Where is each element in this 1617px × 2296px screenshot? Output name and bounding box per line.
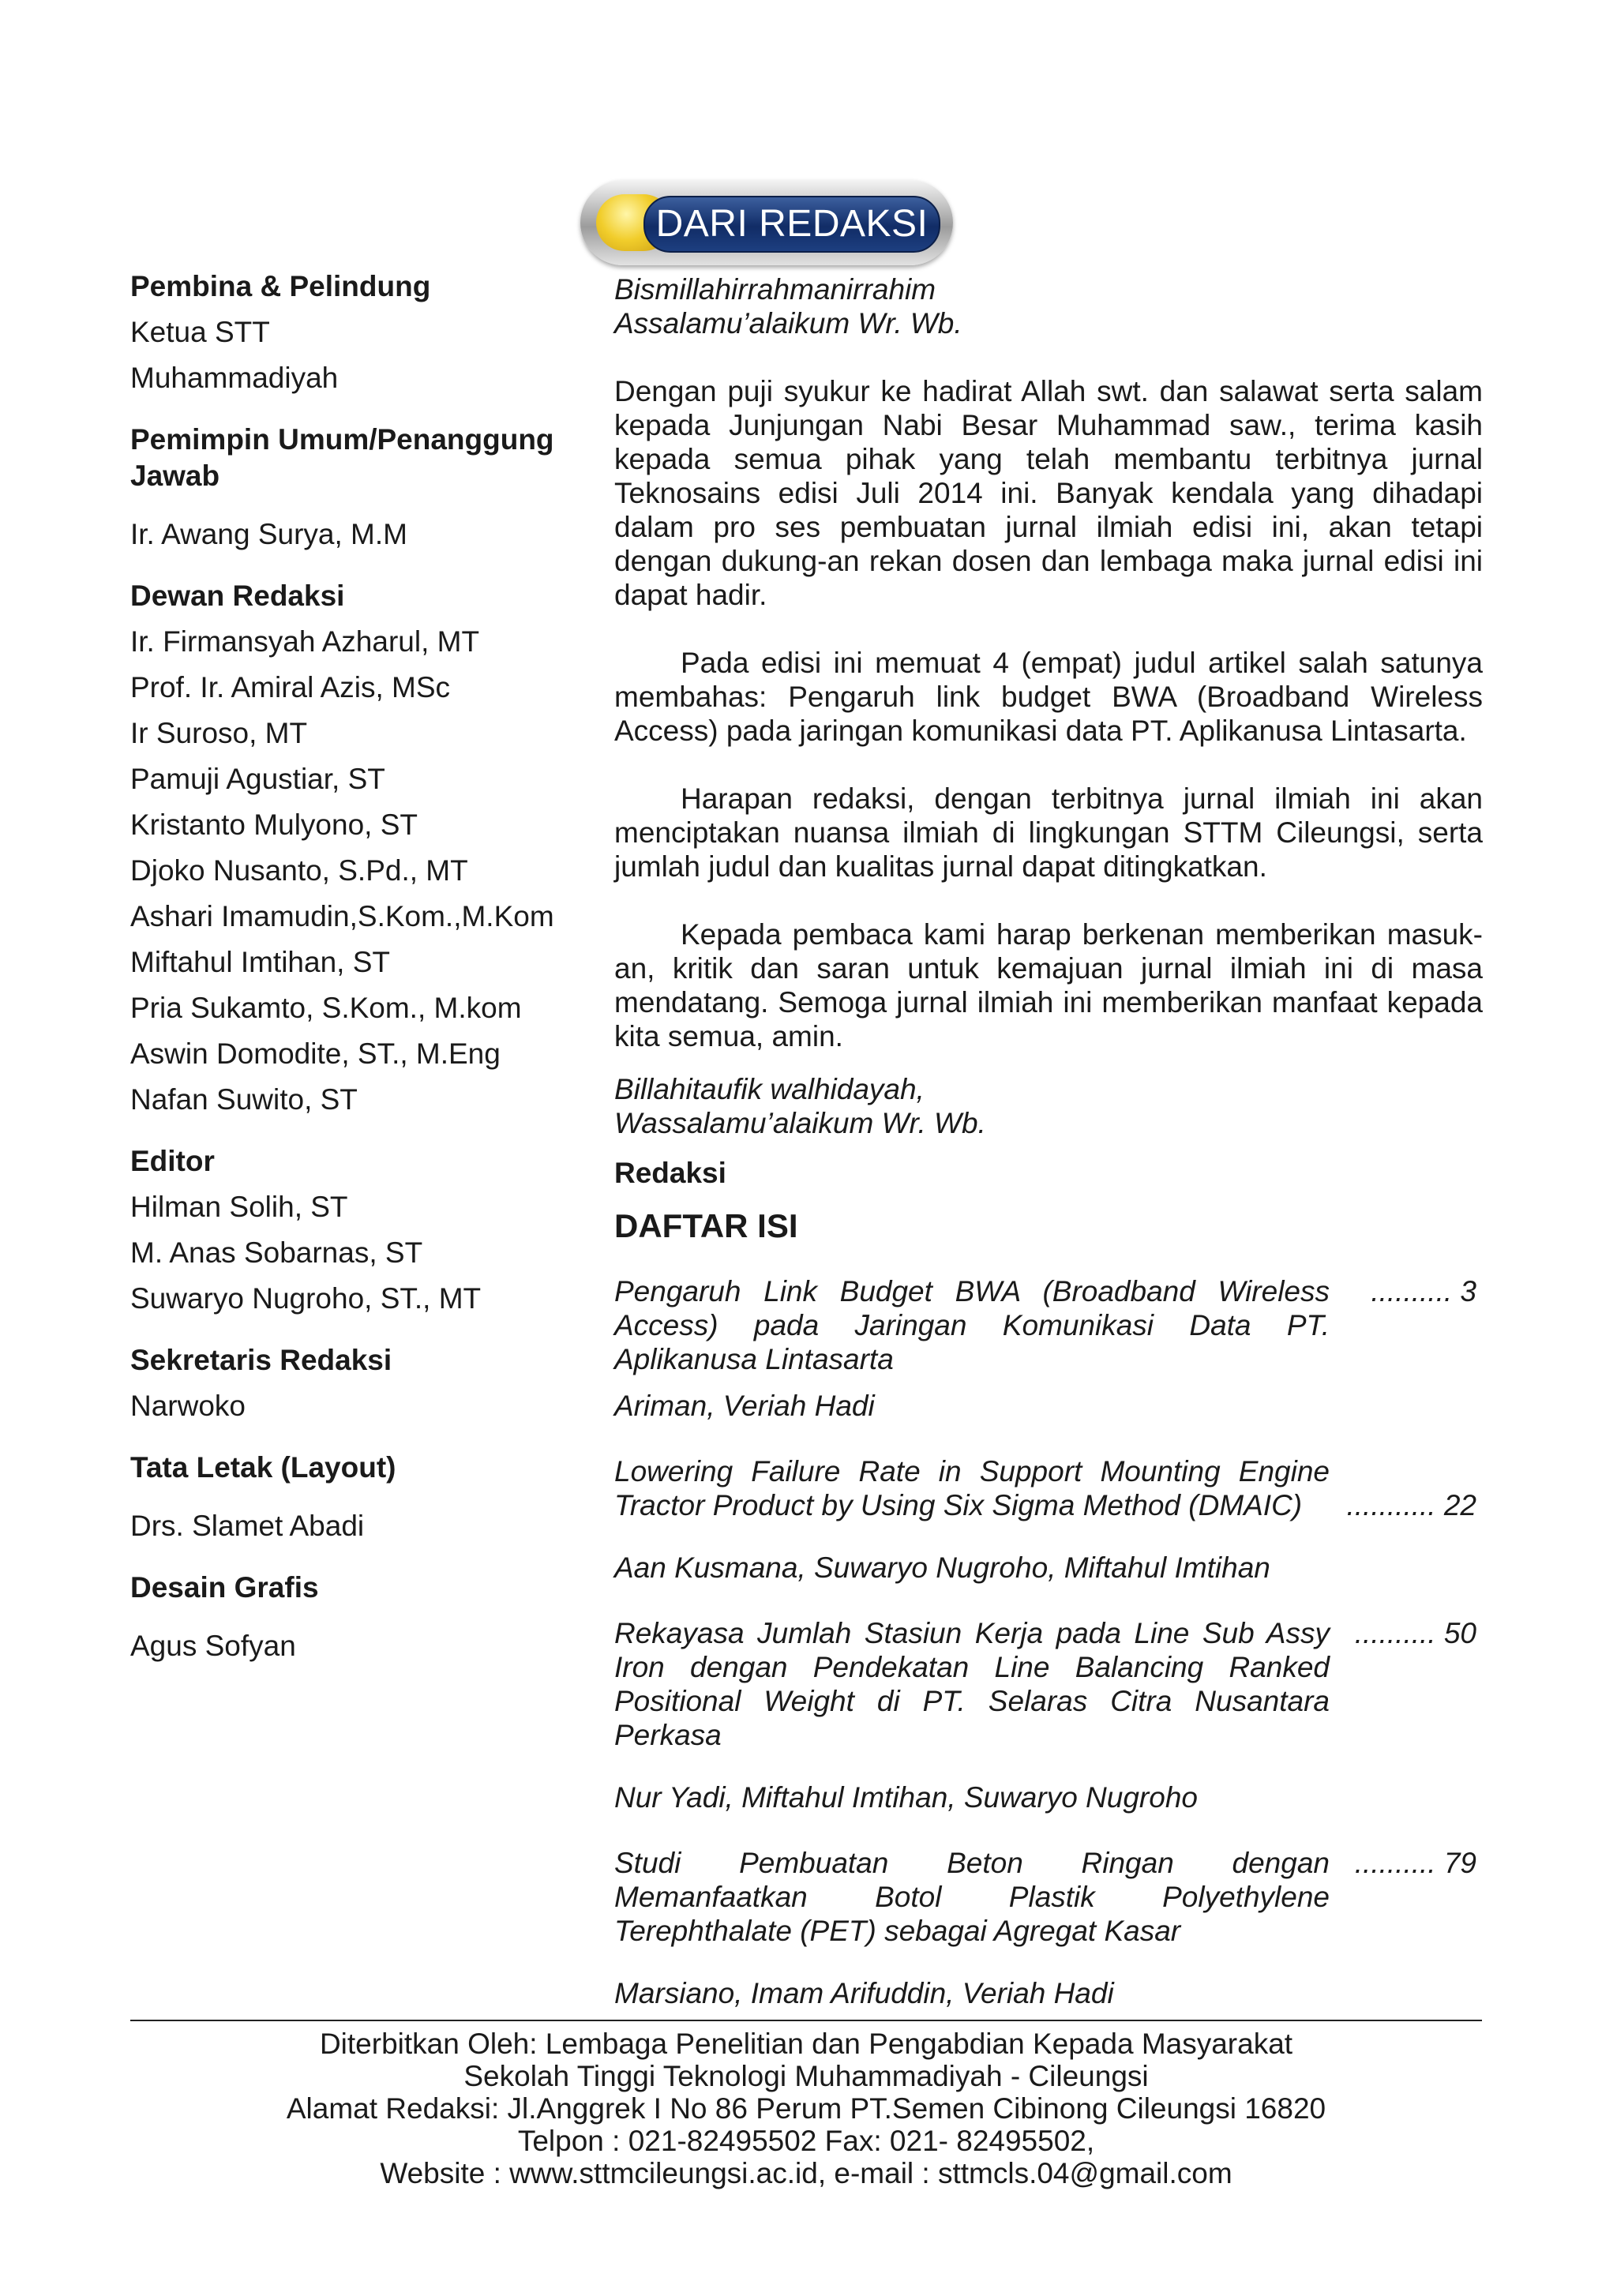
greeting-salam: Assalamu’alaikum Wr. Wb.: [614, 307, 962, 340]
toc-entry-title: Pengaruh Link Budget BWA (Broadband Wireless Access) pada Jaringan Komunikasi Data PT. Aplikanusa Lintasarta: [614, 1275, 1330, 1375]
toc-entry-page: .......... 3: [1371, 1275, 1476, 1307]
masthead-name: Nafan Suwito, ST: [130, 1083, 358, 1116]
masthead-name: Ir. Awang Surya, M.M: [130, 518, 407, 550]
toc-entry-authors: Ariman, Veriah Hadi: [614, 1390, 875, 1422]
masthead-name: Prof. Ir. Amiral Azis, MSc: [130, 671, 451, 703]
editorial-paragraph: Dengan puji syukur ke hadirat Allah swt. dan salawat serta salam kepada Junjungan Nabi Besar Muhammad saw., terima kasih kepada semua pihak yang telah membantu terbitnya jurnal Teknosains edisi Juli 2014 ini. Banyak kendala yang dihadapi dalam pro ses pembuatan jurnal ilmiah edisi ini, akan tetapi dengan dukung-an rekan dosen dan lembaga maka jurnal edisi ini dapat hadir.: [614, 375, 1483, 611]
footer-publisher: Diterbitkan Oleh: Lembaga Penelitian dan Pengabdian Kepada Masyarakat: [319, 2028, 1293, 2060]
masthead-name: Narwoko: [130, 1390, 246, 1422]
masthead-name: Ir. Firmansyah Azharul, MT: [130, 625, 480, 658]
masthead-name: Pamuji Agustiar, ST: [130, 763, 385, 795]
publisher-footer: [130, 2028, 1482, 2189]
toc-entry-title: Rekayasa Jumlah Stasiun Kerja pada Line Sub Assy Iron dengan Pendekatan Line Balancing Ranked Positional Weight di PT. Selaras Citra Nusantara Perkasa: [614, 1617, 1330, 1751]
footer-institution: Sekolah Tinggi Teknologi Muhammadiyah - Cileungsi: [463, 2060, 1149, 2092]
closing-line: Billahitaufik walhidayah,: [614, 1073, 925, 1105]
toc-entry-page: .......... 79: [1354, 1847, 1476, 1879]
badge-label: DARI REDAKSI: [643, 196, 940, 253]
toc-entry: [614, 1616, 1483, 1814]
footer-phone: Telpon : 021-82495502 Fax: 021- 82495502,: [517, 2125, 1095, 2157]
toc-entry-authors: Nur Yadi, Miftahul Imtihan, Suwaryo Nugroho: [614, 1781, 1198, 1814]
editorial-paragraph: Pada edisi ini memuat 4 (empat) judul artikel salah satunya membahas: Pengaruh link budget BWA (Broadband Wireless Access) pada jaringan komunikasi data PT. Aplikanusa Lintasarta.: [614, 647, 1483, 747]
masthead-heading: Editor: [130, 1145, 215, 1177]
masthead-name: M. Anas Sobarnas, ST: [130, 1236, 423, 1269]
masthead-heading: Desain Grafis: [130, 1571, 319, 1604]
masthead-name: Suwaryo Nugroho, ST., MT: [130, 1282, 482, 1315]
masthead-heading: Tata Letak (Layout): [130, 1451, 396, 1484]
toc-entry: [614, 1274, 1483, 1423]
masthead-heading: Sekretaris Redaksi: [130, 1344, 392, 1376]
masthead-name: Agus Sofyan: [130, 1630, 296, 1662]
masthead-name: Aswin Domodite, ST., M.Eng: [130, 1037, 501, 1070]
masthead-name: Kristanto Mulyono, ST: [130, 808, 418, 841]
footer-address: Alamat Redaksi: Jl.Anggrek I No 86 Perum PT.Semen Cibinong Cileungsi 16820: [286, 2092, 1326, 2125]
editorial-column: [614, 272, 1483, 2010]
masthead-heading: Pemimpin Umum/Penanggung Jawab: [130, 423, 554, 492]
masthead-name: Miftahul Imtihan, ST: [130, 946, 391, 978]
masthead-heading: Dewan Redaksi: [130, 580, 345, 612]
masthead-name: Pria Sukamto, S.Kom., M.kom: [130, 992, 522, 1024]
toc-entry-authors: Aan Kusmana, Suwaryo Nugroho, Miftahul Imtihan: [614, 1551, 1270, 1584]
section-badge: [580, 180, 953, 265]
masthead-name: Djoko Nusanto, S.Pd., MT: [130, 854, 468, 887]
editorial-paragraph: Harapan redaksi, dengan terbitnya jurnal ilmiah ini akan menciptakan nuansa ilmiah di lingkungan STTM Cileungsi, serta jumlah judul dan kualitas jurnal dapat ditingkatkan.: [614, 782, 1483, 883]
masthead-heading: Pembina & Pelindung: [130, 270, 431, 302]
editorial-signature: Redaksi: [614, 1157, 726, 1189]
masthead-name: Drs. Slamet Abadi: [130, 1510, 365, 1542]
footer-website-email: Website : www.sttmcileungsi.ac.id, e-mail : sttmcls.04@gmail.com: [380, 2157, 1232, 2189]
toc-entry: [614, 1846, 1483, 2010]
toc-entry-page: ........... 22: [1346, 1489, 1476, 1521]
toc-entry-title: Lowering Failure Rate in Support Mounting Engine Tractor Product by Using Six Sigma Method (DMAIC): [614, 1455, 1330, 1521]
masthead-name: Ashari Imamudin,S.Kom.,M.Kom: [130, 900, 554, 932]
editorial-paragraph: Kepada pembaca kami harap berkenan memberikan masuk-an, kritik dan saran untuk kemajuan jurnal ilmiah ini di masa mendatang. Semoga jurnal ilmiah ini memberikan manfaat kepada kita semua, amin.: [614, 918, 1483, 1052]
footer-divider: [130, 2020, 1482, 2021]
masthead-name: Hilman Solih, ST: [130, 1191, 348, 1223]
toc-entry: [614, 1454, 1483, 1585]
closing-salam: Wassalamu’alaikum Wr. Wb.: [614, 1107, 986, 1139]
greeting-opening: Bismillahirrahmanirrahim: [614, 273, 936, 306]
masthead-name: Muhammadiyah: [130, 362, 339, 394]
masthead-name: Ir Suroso, MT: [130, 717, 308, 749]
toc-entry-authors: Marsiano, Imam Arifuddin, Veriah Hadi: [614, 1977, 1114, 2009]
masthead: [130, 268, 596, 1669]
toc-entry-title: Studi Pembuatan Beton Ringan dengan Memanfaatkan Botol Plastik Polyethylene Terephthalate (PET) sebagai Agregat Kasar: [614, 1847, 1330, 1947]
toc-title: DAFTAR ISI: [614, 1207, 798, 1244]
toc-entry-page: .......... 50: [1354, 1617, 1476, 1649]
masthead-name: Ketua STT: [130, 316, 270, 348]
